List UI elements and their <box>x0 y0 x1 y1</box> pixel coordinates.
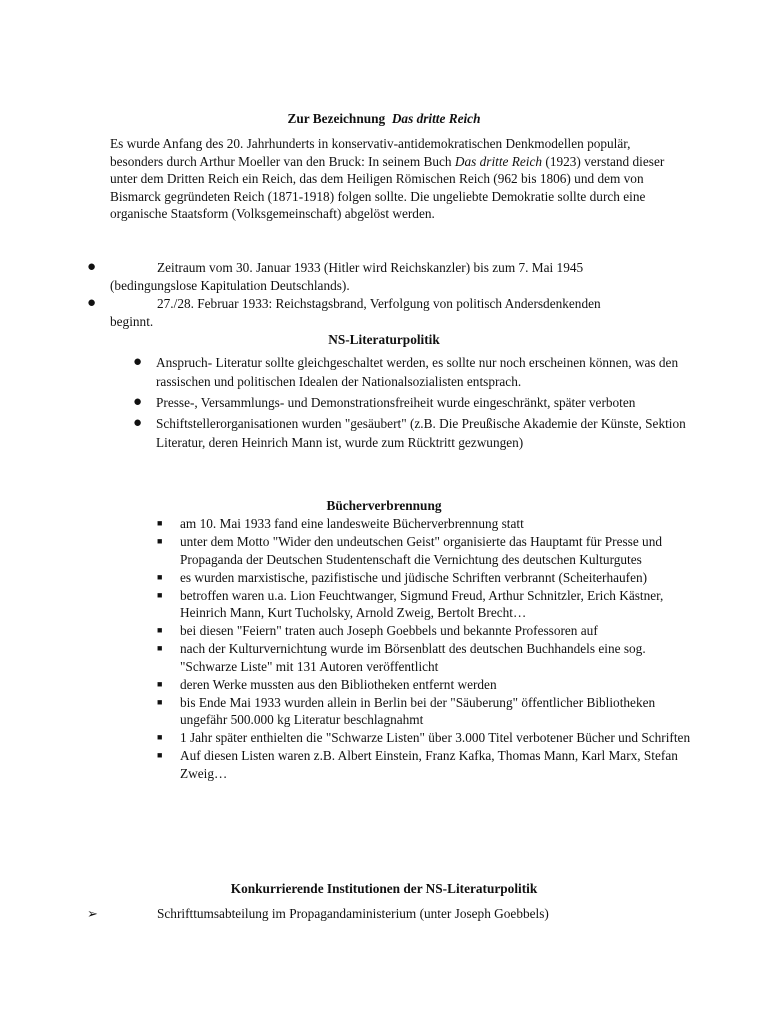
square-bullet-icon: ■ <box>157 732 163 742</box>
list-item <box>157 533 697 568</box>
literaturpolitik-list <box>133 353 693 454</box>
list-item <box>157 569 697 587</box>
list-item-text: unter dem Motto "Wider den undeutschen Geist" organisierte das Hauptamt für Presse und Propaganda der Deutschen Studentenschaft die Vernichtung des deutschen Kulturgutes <box>180 534 662 567</box>
square-bullet-icon: ■ <box>157 696 163 707</box>
timeline-line2: beginnt. <box>110 314 154 329</box>
section-title-bezeichnung <box>0 110 768 128</box>
list-item-text: Anspruch- Literatur sollte gleichgeschaltet werden, es sollte nur noch erscheinen können, was den rassischen und politischen Idealen der Nationalsozialisten entsprach. <box>156 355 679 389</box>
dot-bullet-icon: ● <box>87 295 97 311</box>
title-prefix: Zur Bezeichnung <box>287 111 386 126</box>
intro-text-italic: Das dritte Reich <box>454 153 543 169</box>
intro-text-b: (1923) verstand dieser unter dem Dritten Reich ein Reich, das dem Heiligen Römischen Reich (962 bis 1806) und dem von Bismarck gegründeten Reich (1871-1918) folgen sollte. Die ungeliebte Demokratie sollte durch eine organische Staatsform (Volksgemeinschaft) abgelöst werden. <box>110 153 665 221</box>
list-item <box>133 353 693 391</box>
square-bullet-icon: ■ <box>157 571 163 582</box>
list-item-text: betroffen waren u.a. Lion Feuchtwanger, Sigmund Freud, Arthur Schnitzler, Erich Kästner, Heinrich Mann, Kurt Tucholsky, Arnold Zweig, Bertolt Brecht… <box>180 587 664 620</box>
list-item-text: deren Werke mussten aus den Bibliotheken entfernt werden <box>180 676 497 692</box>
square-bullet-icon: ■ <box>157 589 163 600</box>
arrow-bullet-icon: ➢ <box>87 906 98 921</box>
list-item-text: bei diesen "Feiern" traten auch Joseph Goebbels und bekannte Professoren auf <box>180 623 598 638</box>
square-bullet-icon: ■ <box>157 625 163 635</box>
list-item <box>157 747 697 782</box>
list-item-text: Auf diesen Listen waren z.B. Albert Einstein, Franz Kafka, Thomas Mann, Karl Marx, Stefan Zweig… <box>180 748 678 781</box>
list-item-text: bis Ende Mai 1933 wurden allein in Berlin bei der "Säuberung" öffentlicher Bibliotheken ungefähr 500.000 kg Literatur beschlagnahmt <box>180 694 656 727</box>
list-item <box>157 587 697 622</box>
square-bullet-icon: ■ <box>157 536 163 546</box>
list-item-text: Presse-, Versammlungs- und Demonstrationsfreiheit wurde eingeschränkt, später verboten <box>156 395 636 410</box>
list-item-text: am 10. Mai 1933 fand eine landesweite Bücherverbrennung statt <box>180 516 524 531</box>
dot-bullet-icon: ● <box>133 354 143 370</box>
list-item-text: Schiftstellerorganisationen wurden "gesäubert" (z.B. Die Preußische Akademie der Künste, Sektion Literatur, deren Heinrich Mann ist, wurde zum Rücktritt gezwungen) <box>156 416 686 450</box>
square-bullet-icon: ■ <box>157 678 163 689</box>
dot-bullet-icon: ● <box>87 259 97 275</box>
timeline-line1: 27./28. Februar 1933: Reichstagsbrand, Verfolgung von politisch Andersdenkenden <box>157 296 601 311</box>
section-title-buecherverbrennung: Bücherverbrennung <box>326 498 442 513</box>
dot-bullet-icon: ● <box>133 415 143 431</box>
list-item-text: nach der Kulturvernichtung wurde im Börsenblatt des deutschen Buchhandels eine sog. "Schwarze Liste" mit 131 Autoren veröffentlicht <box>180 641 646 674</box>
timeline-line2: (bedingungslose Kapitulation Deutschlands). <box>110 278 350 293</box>
intro-text-a: Es wurde Anfang des 20. Jahrhunderts in konservativ-antidemokratischen Denkmodellen populär, besonders durch Arthur Moeller van den Bruck: In seinem Buch <box>110 136 631 169</box>
dot-bullet-icon: ● <box>133 394 143 410</box>
square-bullet-icon: ■ <box>157 518 163 528</box>
list-item <box>157 729 697 747</box>
list-item-text: 1 Jahr später enthielten die "Schwarze Listen" über 3.000 Titel verbotener Bücher und Schriften <box>180 730 691 745</box>
list-item <box>157 515 697 533</box>
list-item <box>157 622 697 640</box>
section-title-institutionen: Konkurrierende Institutionen der NS-Literaturpolitik <box>230 881 538 896</box>
square-bullet-icon: ■ <box>157 643 163 653</box>
list-item <box>133 414 693 452</box>
intro-paragraph <box>110 135 670 223</box>
list-item <box>157 640 697 675</box>
buecherverbrennung-list <box>157 515 697 783</box>
list-item <box>133 393 693 412</box>
list-item-text: es wurden marxistische, pazifistische und jüdische Schriften verbrannt (Scheiterhaufen) <box>180 569 648 585</box>
list-item <box>157 676 697 694</box>
timeline-line1: Zeitraum vom 30. Januar 1933 (Hitler wird Reichskanzler) bis zum 7. Mai 1945 <box>157 260 584 275</box>
title-italic: Das dritte Reich <box>391 111 481 126</box>
section-title-literaturpolitik: NS-Literaturpolitik <box>328 332 440 347</box>
institution-text: Schrifttumsabteilung im Propagandaministerium (unter Joseph Goebbels) <box>157 906 549 921</box>
square-bullet-icon: ■ <box>157 750 163 760</box>
list-item <box>157 694 697 729</box>
